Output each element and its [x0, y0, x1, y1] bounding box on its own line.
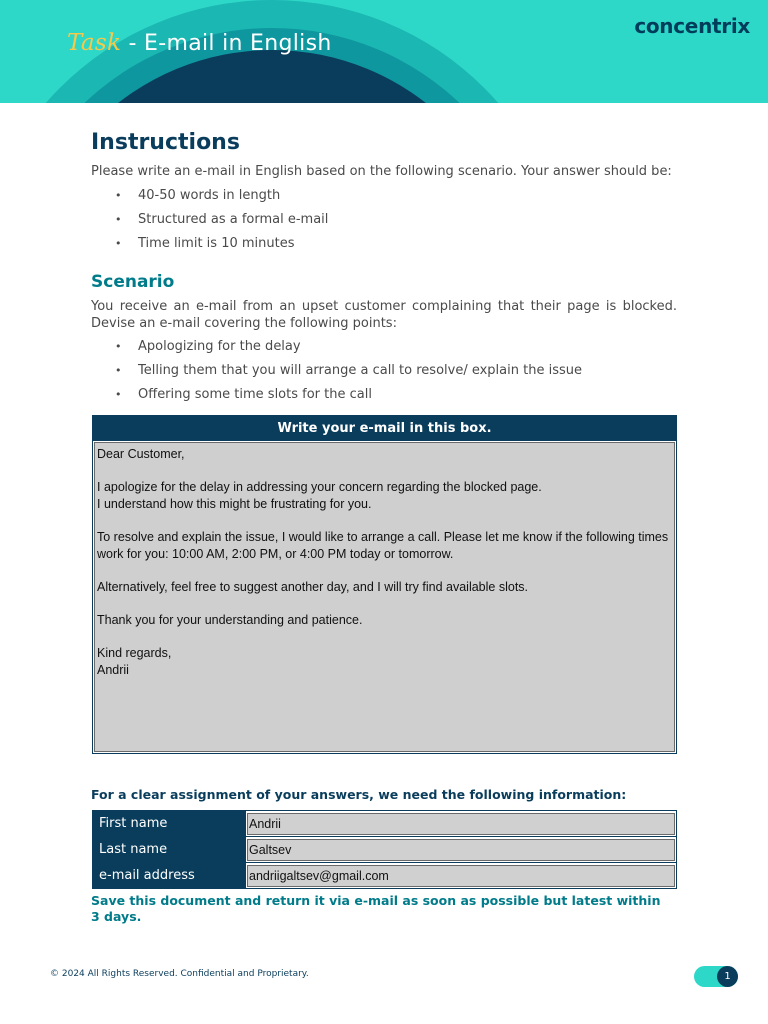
list-item: • Apologizing for the delay	[115, 339, 301, 354]
table-row	[93, 811, 677, 837]
concentrix-logo: concentrix	[634, 14, 750, 38]
page-indicator	[694, 966, 738, 987]
task-label: Task	[67, 30, 122, 56]
list-item: • 40-50 words in length	[115, 188, 281, 203]
table-row	[93, 837, 677, 863]
email-address-field[interactable]: andriigaltsev@gmail.com	[247, 865, 675, 887]
page-number: 1	[717, 966, 738, 987]
scenario-list	[91, 335, 677, 407]
list-item: • Time limit is 10 minutes	[115, 236, 295, 251]
page-title	[67, 30, 332, 56]
email-box	[92, 415, 677, 754]
last-name-label: Last name	[93, 837, 246, 863]
table-row	[93, 863, 677, 889]
last-name-field[interactable]: Galtsev	[247, 839, 675, 861]
title-text: - E-mail in English	[121, 31, 332, 56]
main-content	[91, 130, 677, 407]
first-name-field[interactable]: Andrii	[247, 813, 675, 835]
scenario-heading: Scenario	[91, 272, 175, 292]
list-item: • Telling them that you will arrange a call to resolve/ explain the issue	[115, 363, 582, 378]
list-item: • Structured as a formal e-mail	[115, 212, 329, 227]
page-header	[0, 0, 768, 103]
info-heading: For a clear assignment of your answers, we need the following information:	[91, 787, 627, 802]
scenario-intro: You receive an e-mail from an upset customer complaining that their page is blocked. Devise an e-mail covering the following points:	[91, 299, 677, 331]
list-item: • Offering some time slots for the call	[115, 387, 372, 402]
save-note: Save this document and return it via e-mail as soon as possible but latest within 3 days.	[91, 893, 661, 924]
info-table	[92, 810, 677, 889]
instructions-list	[91, 184, 677, 256]
instructions-heading: Instructions	[91, 130, 240, 155]
footer-copyright: © 2024 All Rights Reserved. Confidential and Proprietary.	[50, 969, 309, 979]
email-text-field[interactable]: Dear Customer, I apologize for the delay in addressing your concern regarding the blocked page. I understand how this might be frustrating for you. To resolve and explain the issue, I would like to arrange a call. Please let me know if the following times work for you: 10:00 AM, 2:00 PM, or 4:00 PM today or tomorrow. Alternatively, feel free to suggest another day, and I will try find available slots. Thank you for your understanding and patience. Kind regards, Andrii	[94, 442, 675, 752]
instructions-intro: Please write an e-mail in English based on the following scenario. Your answer should be:	[91, 164, 672, 179]
email-address-label: e-mail address	[93, 863, 246, 889]
email-box-header: Write your e-mail in this box.	[93, 416, 676, 441]
first-name-label: First name	[93, 811, 246, 837]
